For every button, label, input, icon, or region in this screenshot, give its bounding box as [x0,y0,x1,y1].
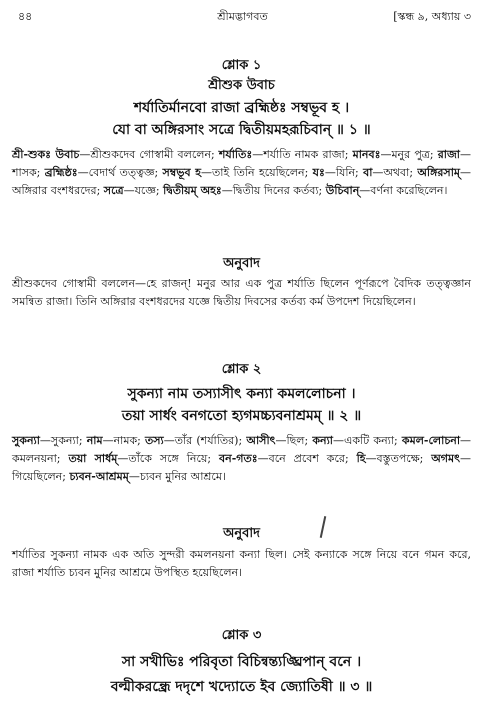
synonym-meaning: যজ্ঞে; [134,184,164,197]
synonym-meaning: গিয়েছিলেন; [12,470,70,483]
synonym-word: শ্রী-শুকঃ উবাচ [12,148,80,161]
page-header [12,6,473,24]
synonym-meaning: চ্যবন মুনির আশ্রমে। [139,470,226,483]
synonym-word: উচিবান্ [325,184,360,197]
synonym-word: রাজা [437,148,460,161]
synonym-meaning: বেদার্থ তত্ত্বজ্ঞ; [88,166,163,179]
verse-1-line-1: শর্যাতির্মানবো রাজা ব্রহ্মিষ্ঠঃ সম্বভূব হ । [133,100,350,116]
synonym-word: বা [363,166,373,179]
verse-2-translation-heading: অনুবাদ [223,526,260,541]
synonym-meaning: কমলনয়না; [12,452,69,465]
synonym-word: হি [356,452,366,465]
synonym-word: সম্বভূব হ [162,166,202,179]
synonym-meaning: যিনি; [335,166,364,179]
book-title: শ্রীমদ্ভাগবত [217,10,268,23]
verse-2-translation: শর্যাতির সুকন্যা নামক এক অতি সুন্দরী কমলনয়না কন্যা ছিল। সেই কন্যাকে সঙ্গে নিয়ে বনে গমন করে, রাজা শর্যাতি চ্যবন মুনির আশ্রমে উপস্থিত হয়েছিলেন। [12,548,471,579]
synonym-word: বন-গতঃ [219,452,258,465]
verse-1-translation-heading: অনুবাদ [223,256,260,271]
synonym-word: দ্বিতীয়ম্ অহঃ [163,184,222,197]
verse-1-synonyms: শ্রী-শুকঃ উবাচ—শ্রীশুকদেব গোস্বামী বললেন; শর্যাতিঃ—শর্যাতি নামক রাজা; মানবঃ—মনুর পুত্র; রাজা—শাসক; ব্রহ্মিষ্ঠঃ—বেদার্থ তত্ত্বজ্ঞ; সম্বভূব হ—তাই তিনি হয়েছিলেন; যঃ—যিনি; বা—অথবা; অঙ্গিরসাম্—অঙ্গিরার বংশধরদের; সত্রে—যজ্ঞে; দ্বিতীয়ম্ অহঃ—দ্বিতীয় দিনের কর্তব্য; উচিবান্—বর্ণনা করেছিলেন। [12,148,471,197]
synonym-meaning: শ্রীশুকদেব গোস্বামী বললেন; [90,148,219,161]
synonym-word: মানবঃ [352,148,381,161]
synonym-meaning: দ্বিতীয় দিনের কর্তব্য; [232,184,326,197]
synonym-word: তস্য [145,434,164,447]
synonym-meaning: তাই তিনি হয়েছিলেন; [212,166,313,179]
verse-1-speaker: শ্রীশুক উবাচ [208,78,275,93]
synonym-meaning: তাঁর (শর্যাতির); [174,434,247,447]
verse-3-line-1: সা সখীভিঃ পরিবৃতা বিচিন্বন্ত্যঙ্ঘ্রিপান্ বনে । [121,654,362,670]
synonym-word: নাম [86,434,103,447]
synonym-meaning: শর্যাতি নামক রাজা; [263,148,353,161]
synonym-word: সত্রে [103,184,124,197]
synonym-word: সুকন্যা [12,434,40,447]
verse-2-line-1: সুকন্যা নাম তস্যাসীৎ কন্যা কমললোচনা । [127,386,356,402]
synonym-meaning: বস্তুতপক্ষে; [376,452,432,465]
synonym-meaning: বর্ণনা করেছিলেন। [370,184,448,197]
section-reference: [স্কন্ধ ৯, অধ্যায় ৩ [393,10,471,23]
synonym-word: যঃ [312,166,325,179]
synonym-meaning: সুকন্যা; [50,434,87,447]
synonym-word: কমল-লোচনা [401,434,461,447]
verse-1-line-2: যো বা অঙ্গিরসাং সত্রে দ্বিতীয়মহরূচিবান্ ॥ ১ ॥ [112,122,371,138]
synonym-word: ব্রহ্মিষ্ঠঃ [44,166,78,179]
synonym-meaning: নামক; [113,434,146,447]
synonym-meaning: তাঁকে সঙ্গে নিয়ে; [128,452,219,465]
verse-3-heading: শ্লোক ৩ [221,628,262,643]
synonym-word: অঙ্গিরসাম্ [417,166,460,179]
page-number: ৪৪ [18,10,33,23]
synonym-meaning: অথবা; [383,166,418,179]
synonym-meaning: মনুর পুত্র; [391,148,438,161]
synonym-meaning: ছিল; [286,434,313,447]
synonym-meaning: বনে প্রবেশ করে; [268,452,357,465]
verse-1-heading: শ্লোক ১ [221,58,262,73]
synonym-word: চ্যবন-আশ্রমম্ [69,470,129,483]
verse-2-synonyms: সুকন্যা—সুকন্যা; নাম—নামক; তস্য—তাঁর (শর্যাতির); আসীৎ—ছিল; কন্যা—একটি কন্যা; কমল-লোচনা—কমলনয়না; তয়া সার্ধম্—তাঁকে সঙ্গে নিয়ে; বন-গতঃ—বনে প্রবেশ করে; হি—বস্তুতপক্ষে; অগমৎ—গিয়েছিলেন; চ্যবন-আশ্রমম্—চ্যবন মুনির আশ্রমে। [12,434,472,483]
synonym-word: অগমৎ [431,452,460,465]
synonym-word: শর্যাতিঃ [218,148,253,161]
verse-1-translation: শ্রীশুকদেব গোস্বামী বললেন—হে রাজন্! মনুর আর এক পুত্র শর্যাতি ছিলেন পূর্ণরূপে বৈদিক তত্ত্বজ্ঞান সমন্বিত রাজা। তিনি অঙ্গিরার বংশধরদের যজ্ঞে দ্বিতীয় দিবসের কর্তব্য কর্ম উপদেশ দিয়েছিলেন। [12,277,471,308]
synonym-meaning: শাসক; [12,166,45,179]
synonym-meaning: একটি কন্যা; [344,434,402,447]
synonym-word: আসীৎ [246,434,276,447]
verse-3-line-2: বল্মীকরন্ধ্রে দদৃশে খদ্যোতে ইব জ্যোতিষী ॥ ৩ ॥ [110,679,373,695]
verse-2-line-2: তয়া সার্ধং বনগতো হ্যগমচ্চ্যবনাশ্রমম্ ॥ ২ ॥ [121,408,362,424]
synonym-word: তয়া সার্ধম্ [68,452,118,465]
synonym-meaning: অঙ্গিরার বংশধরদের; [12,184,104,197]
verse-2-heading: শ্লোক ২ [221,362,262,377]
synonym-word: কন্যা [312,434,334,447]
